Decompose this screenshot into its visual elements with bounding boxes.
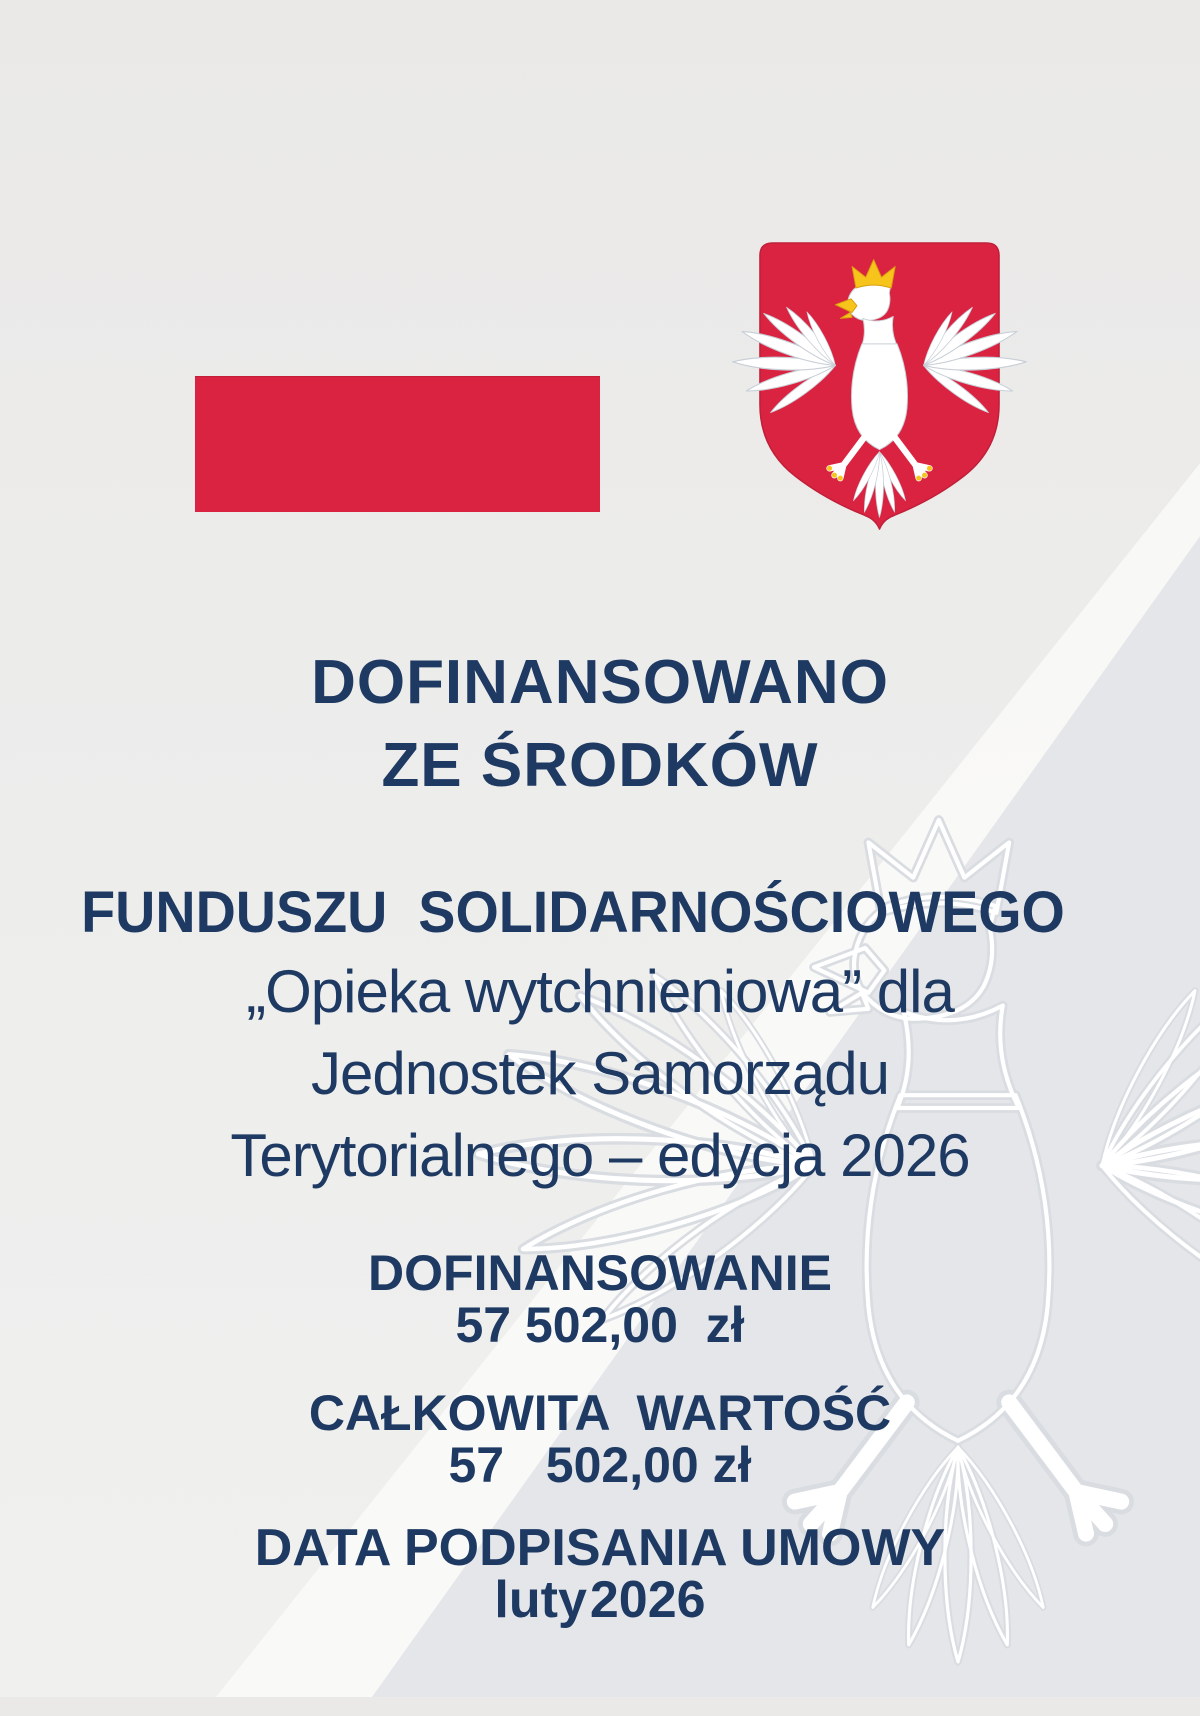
program-name-line1: „Opieka wytchnieniowa” dla bbox=[246, 958, 954, 1025]
program-name-line3: Terytorialnego – edycja 2026 bbox=[230, 1122, 970, 1189]
heading-line2: ZE ŚRODKÓW bbox=[381, 731, 819, 800]
program-name-line2: Jednostek Samorządu bbox=[310, 1040, 889, 1107]
funding-amount: 57 502,00 zł bbox=[455, 1297, 745, 1353]
signing-date-value: luty 2026 bbox=[494, 1571, 706, 1629]
total-value-amount: 57 502,00 zł bbox=[448, 1437, 752, 1493]
funding-label: DOFINANSOWANIE bbox=[368, 1245, 832, 1301]
poland-flag-red-stripe bbox=[195, 376, 600, 512]
signing-date-label: DATA PODPISANIA UMOWY bbox=[254, 1519, 946, 1577]
total-value-label: CAŁKOWITA WARTOŚĆ bbox=[308, 1385, 892, 1441]
fund-name: FUNDUSZU SOLIDARNOŚCIOWEGO bbox=[81, 880, 1065, 945]
heading-line1: DOFINANSOWANO bbox=[311, 648, 889, 717]
poland-coat-of-arms-eagle bbox=[757, 240, 1002, 534]
